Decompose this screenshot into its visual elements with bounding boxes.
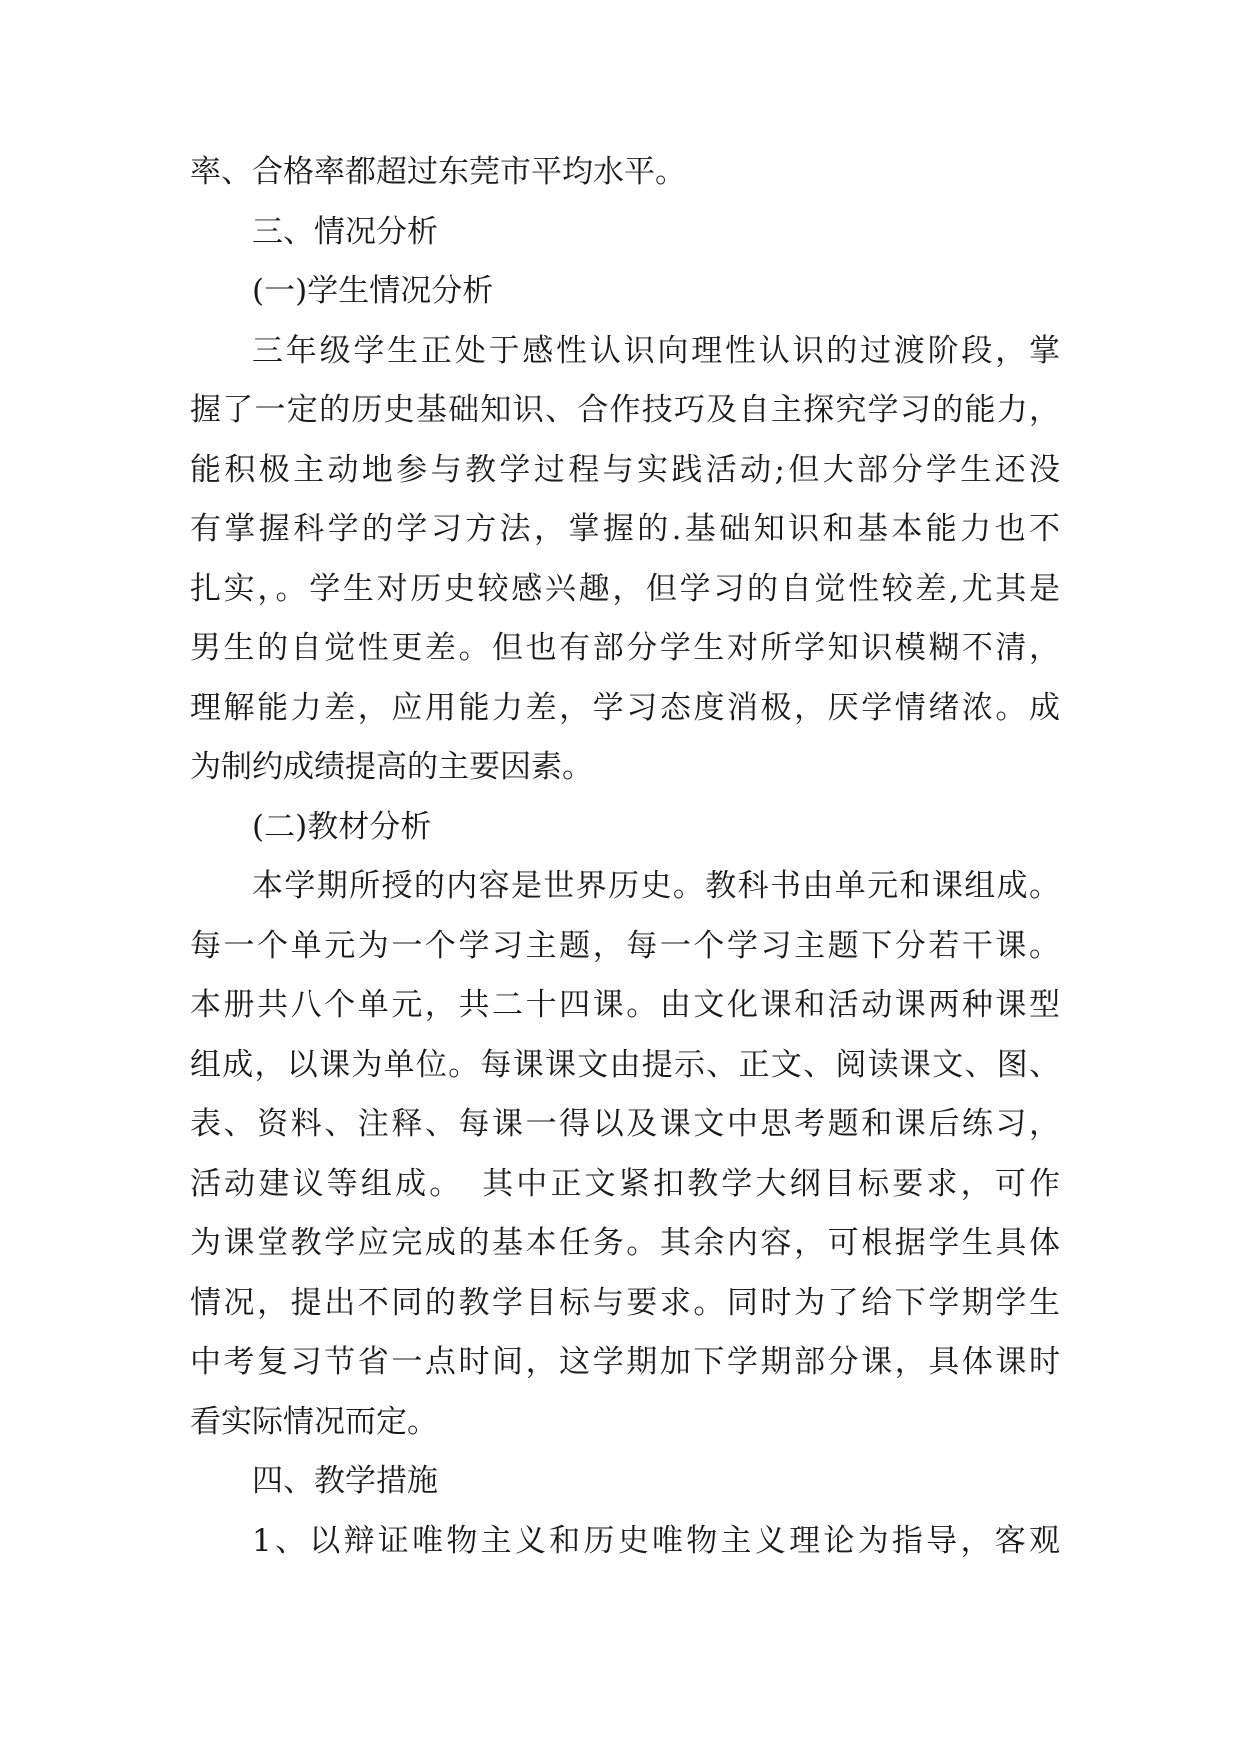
paragraph-line: 率、合格率都超过东莞市平均水平。 (190, 154, 686, 190)
paragraph-line: 能积极主动地参与教学过程与实践活动;但大部分学生还没 (190, 451, 1060, 488)
paragraph-line: 情况，提出不同的教学目标与要求。同时为了给下学期学生 (190, 1284, 1060, 1321)
paragraph-line: 每一个单元为一个学习主题，每一个学习主题下分若干课。 (190, 927, 1060, 964)
paragraph-line: 三、情况分析 (252, 213, 438, 250)
paragraph-line: 中考复习节省一点时间，这学期加下学期部分课，具体课时 (190, 1344, 1060, 1380)
paragraph-line: 三年级学生正处于感性认识向理性认识的过渡阶段，掌 (252, 332, 1060, 369)
paragraph-line: 活动建议等组成。 其中正文紧扣教学大纲目标要求，可作 (190, 1165, 1060, 1202)
paragraph-line: 理解能力差，应用能力差，学习态度消极，厌学情绪浓。成 (190, 689, 1060, 726)
paragraph-line: 四、教学措施 (252, 1463, 438, 1499)
paragraph-line: (一)学生情况分析 (252, 273, 494, 309)
paragraph-line: 组成，以课为单位。每课课文由提示、正文、阅读课文、图、 (190, 1046, 1060, 1083)
paragraph-line: 本册共八个单元，共二十四课。由文化课和活动课两种课型 (190, 987, 1060, 1023)
paragraph-line: 1、以辩证唯物主义和历史唯物主义理论为指导，客观 (252, 1522, 1060, 1559)
paragraph-line: 为制约成绩提高的主要因素。 (190, 749, 593, 785)
paragraph-line: 为课堂教学应完成的基本任务。其余内容，可根据学生具体 (190, 1225, 1060, 1261)
paragraph-line: 男生的自觉性更差。但也有部分学生对所学知识模糊不清， (190, 630, 1060, 666)
paragraph-line: 本学期所授的内容是世界历史。教科书由单元和课组成。 (252, 868, 1060, 904)
paragraph-line: (二)教材分析 (252, 808, 432, 845)
paragraph-line: 握了一定的历史基础知识、合作技巧及自主探究学习的能力， (190, 392, 1060, 428)
paragraph-line: 有掌握科学的学习方法，掌握的.基础知识和基本能力也不 (190, 511, 1060, 547)
paragraph-line: 表、资料、注释、每课一得以及课文中思考题和课后练习， (190, 1106, 1060, 1142)
paragraph-line: 看实际情况而定。 (190, 1403, 438, 1440)
paragraph-line: 扎实，。学生对历史较感兴趣，但学习的自觉性较差,尤其是 (190, 570, 1060, 607)
